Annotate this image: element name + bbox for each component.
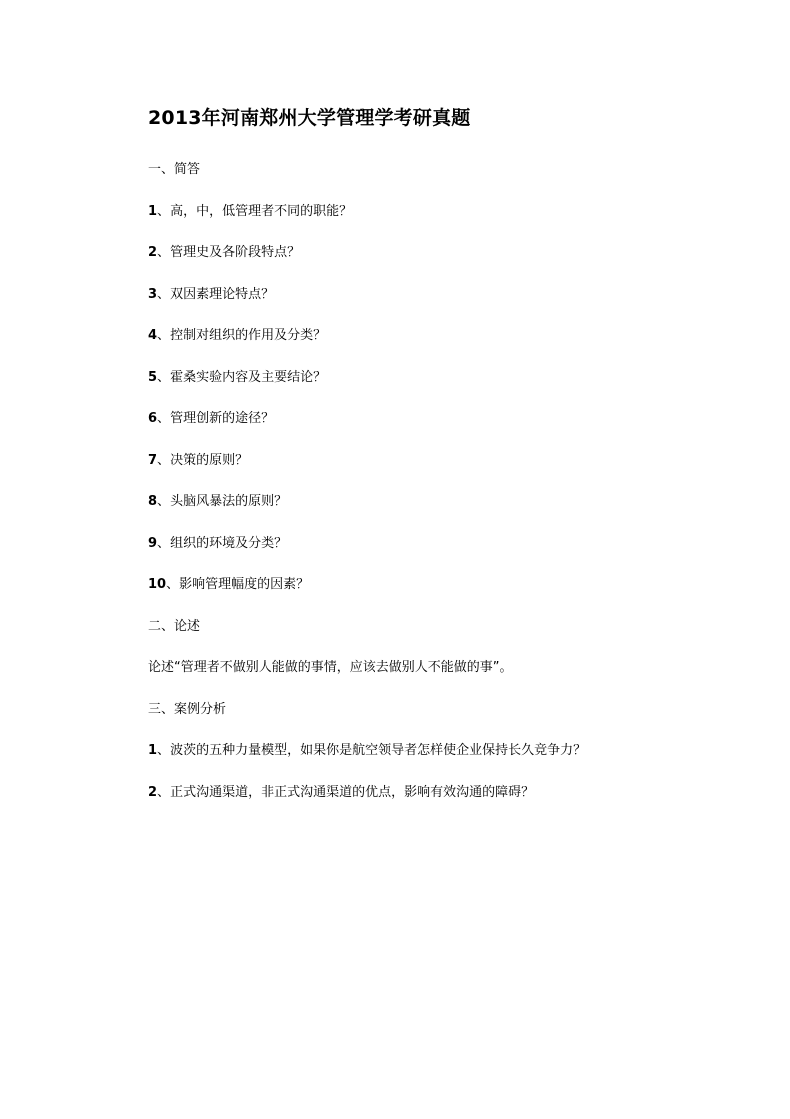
item-text: 管理史及各阶段特点？ xyxy=(170,245,301,260)
item-number: 2 xyxy=(148,785,158,800)
item-separator: 、 xyxy=(166,577,180,592)
list-item xyxy=(148,785,534,801)
list-item xyxy=(148,204,352,220)
item-separator: 、 xyxy=(157,287,171,302)
document-title: 2013年河南郑州大学管理学考研真题 xyxy=(148,107,471,129)
item-separator: 、 xyxy=(157,453,171,468)
item-number: 1 xyxy=(148,204,158,219)
item-separator: 、 xyxy=(157,494,171,509)
section-heading-short-answer: 一、简答 xyxy=(148,162,201,177)
item-separator: 、 xyxy=(157,536,171,551)
list-item xyxy=(148,245,300,261)
item-separator: 、 xyxy=(157,411,171,426)
item-text: 管理创新的途径？ xyxy=(170,411,275,426)
item-number: 1 xyxy=(148,743,158,758)
item-text: 头脑风暴法的原则？ xyxy=(170,494,288,509)
list-item xyxy=(148,577,309,593)
item-text: 控制对组织的作用及分类？ xyxy=(170,328,327,343)
list-item xyxy=(148,370,326,386)
list-item xyxy=(148,536,287,552)
item-text: 组织的环境及分类？ xyxy=(170,536,288,551)
item-text: 双因素理论特点？ xyxy=(170,287,275,302)
item-text: 正式沟通渠道，非正式沟通渠道的优点，影响有效沟通的障碍？ xyxy=(170,785,535,800)
item-separator: 、 xyxy=(157,328,171,343)
item-number: 2 xyxy=(148,245,158,260)
item-text: 高，中，低管理者不同的职能？ xyxy=(170,204,353,219)
item-number: 3 xyxy=(148,287,158,302)
item-number: 5 xyxy=(148,370,158,385)
item-number: 4 xyxy=(148,328,158,343)
list-item xyxy=(148,494,287,510)
list-item xyxy=(148,411,274,427)
item-text: 波茨的五种力量模型，如果你是航空领导者怎样使企业保持长久竞争力？ xyxy=(170,743,587,758)
list-item xyxy=(148,287,274,303)
essay-paragraph: 论述“管理者不做别人能做的事情，应该去做别人不能做的事”。 xyxy=(148,660,513,675)
item-text: 决策的原则？ xyxy=(170,453,249,468)
item-number: 9 xyxy=(148,536,158,551)
item-separator: 、 xyxy=(157,370,171,385)
item-number: 10 xyxy=(148,577,167,592)
item-number: 8 xyxy=(148,494,158,509)
item-number: 6 xyxy=(148,411,158,426)
section-heading-essay: 二、论述 xyxy=(148,619,201,634)
list-item xyxy=(148,453,248,469)
item-number: 7 xyxy=(148,453,158,468)
item-separator: 、 xyxy=(157,245,171,260)
list-item xyxy=(148,743,586,759)
item-text: 霍桑实验内容及主要结论？ xyxy=(170,370,327,385)
item-text: 影响管理幅度的因素？ xyxy=(179,577,310,592)
item-separator: 、 xyxy=(157,204,171,219)
item-separator: 、 xyxy=(157,743,171,758)
section-heading-case-analysis: 三、案例分析 xyxy=(148,702,227,717)
list-item xyxy=(148,328,326,344)
item-separator: 、 xyxy=(157,785,171,800)
